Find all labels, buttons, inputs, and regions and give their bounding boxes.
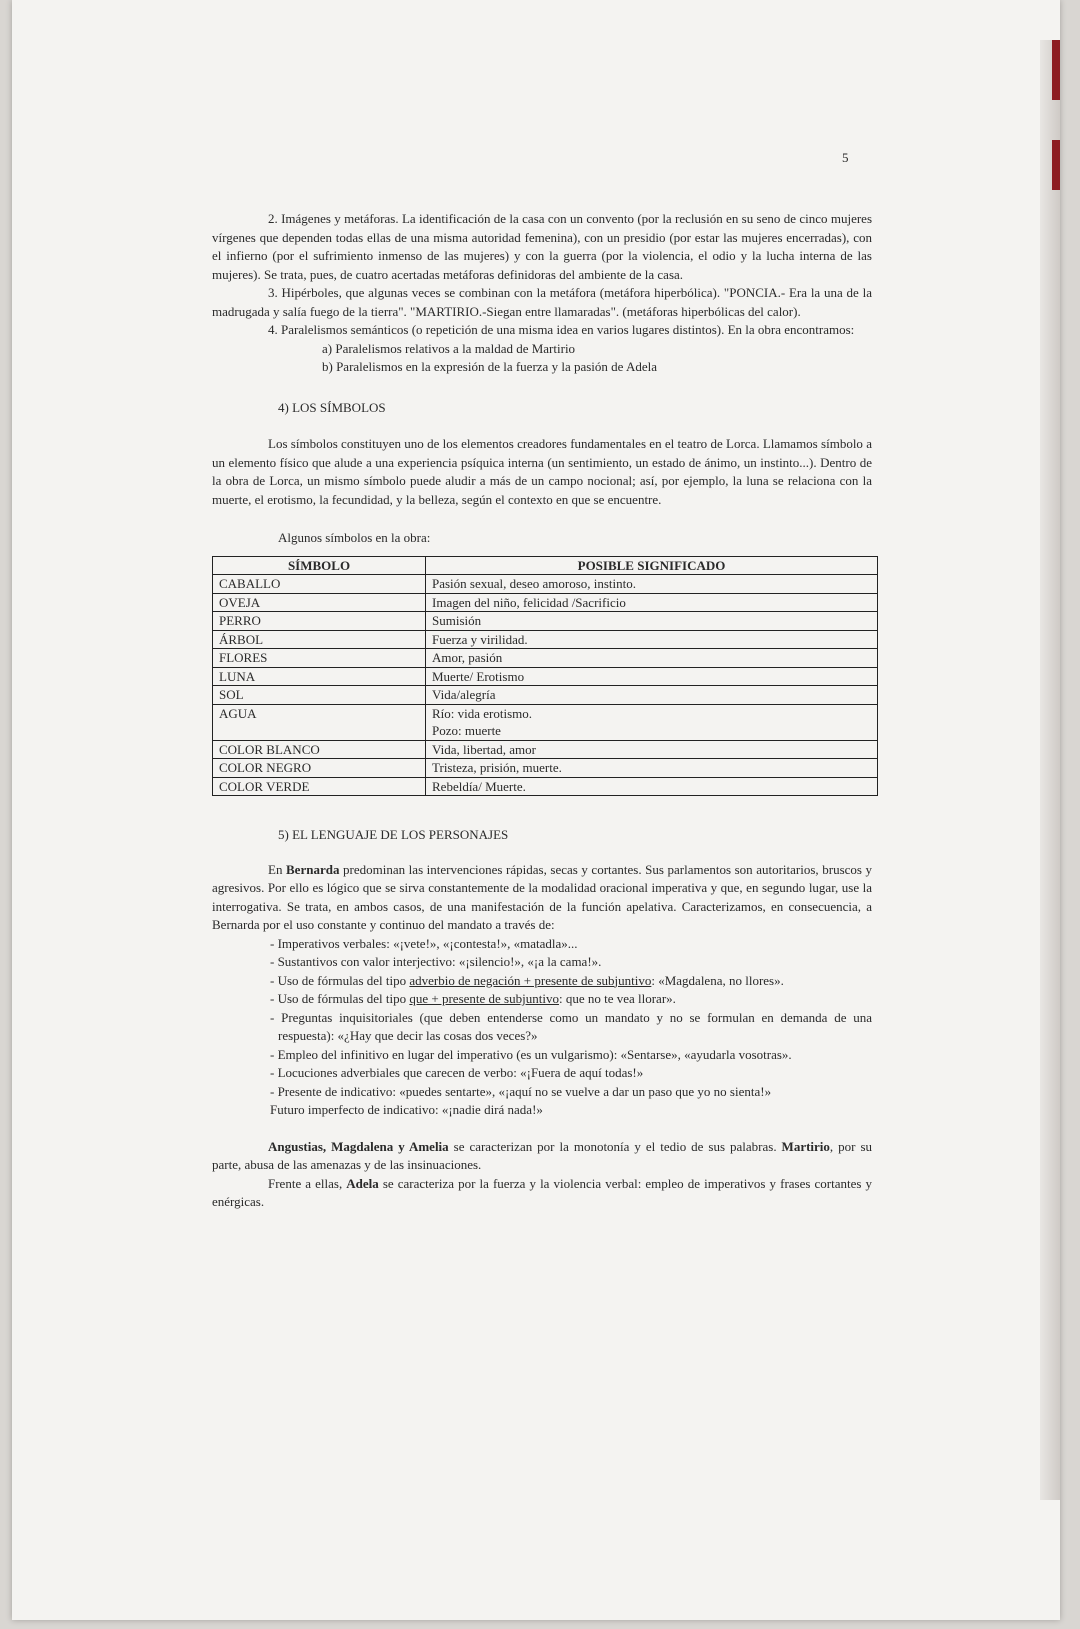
red-tab-decoration: [1052, 40, 1060, 100]
text-span: - Uso de fórmulas del tipo: [270, 991, 407, 1006]
symbol-cell: COLOR VERDE: [213, 777, 426, 796]
text-span: se caracterizan por la monotonía y el tedio de sus palabras.: [453, 1138, 777, 1154]
symbol-cell: ÁRBOL: [213, 630, 426, 649]
symbols-heading: 4) LOS SÍMBOLOS: [278, 399, 386, 415]
red-tab-decoration: [1052, 140, 1060, 190]
meaning-cell: Pasión sexual, deseo amoroso, instinto.: [426, 575, 878, 594]
symbols-paragraph: Los símbolos constituyen uno de los elementos creadores fundamentales en el teatro de Lorca. Llamamos símbolo a un elemento físico que alude a una experiencia psíquica interna (un sentimiento, un estado de ánimo, un instinto...). Dentro de la obra de Lorca, un mismo símbolo puede aludir a más de un campo nocional; así, por ejemplo, la luna se relaciona con la muerte, el erotismo, la fecundidad, y la belleza, según el contexto en que se encuentre.: [212, 436, 872, 507]
adela-paragraph: [212, 1175, 872, 1212]
underlined-text: que + presente de subjuntivo: [409, 991, 559, 1006]
table-row: [213, 740, 878, 759]
list-item: Futuro imperfecto de indicativo: «¡nadie dirá nada!»: [270, 1102, 543, 1117]
text-span: Frente a ellas,: [268, 1175, 343, 1191]
bernarda-paragraph: [212, 861, 872, 935]
table-row: [213, 630, 878, 649]
meaning-cell: Fuerza y virilidad.: [426, 630, 878, 649]
table-row: [213, 686, 878, 705]
text-span: se caracteriza por la fuerza y la violencia verbal: empleo de imperativos y frases cortantes y enérgicas.: [212, 1175, 872, 1209]
table-header-row: [213, 556, 878, 575]
character-name: Martirio: [781, 1138, 830, 1154]
table-header-meaning: POSIBLE SIGNIFICADO: [426, 556, 878, 575]
page-edge-shadow: [1040, 40, 1060, 1500]
character-names: Angustias, Magdalena y Amelia: [268, 1138, 449, 1154]
meaning-cell: Amor, pasión: [426, 649, 878, 668]
table-row: [213, 649, 878, 668]
table-row: [213, 612, 878, 631]
meaning-cell: Vida/alegría: [426, 686, 878, 705]
document-page: [12, 0, 1060, 1620]
underlined-text: adverbio de negación + presente de subjuntivo: [409, 972, 652, 988]
table-row: [213, 704, 878, 740]
meaning-cell: Muerte/ Erotismo: [426, 667, 878, 686]
parallelism-a: a) Paralelismos relativos a la maldad de Martirio: [322, 340, 576, 356]
table-row: [213, 667, 878, 686]
symbol-cell: OVEJA: [213, 593, 426, 612]
page-number: 5: [842, 150, 849, 165]
symbol-cell: LUNA: [213, 667, 426, 686]
meaning-cell: Rebeldía/ Muerte.: [426, 777, 878, 796]
language-heading: 5) EL LENGUAJE DE LOS PERSONAJES: [278, 827, 509, 842]
table-header-symbol: SÍMBOLO: [213, 556, 426, 575]
meaning-cell: Vida, libertad, amor: [426, 740, 878, 759]
list-item: - Empleo del infinitivo en lugar del imperativo (es un vulgarismo): «Sentarse», «ayudarla vosotras».: [270, 1046, 792, 1062]
table-row: [213, 593, 878, 612]
sisters-paragraph: [212, 1138, 872, 1175]
character-name: Bernarda: [286, 861, 340, 877]
table-row: [213, 759, 878, 778]
table-row: [213, 777, 878, 796]
metaphors-paragraph: 2. Imágenes y metáforas. La identificación de la casa con un convento (por la reclusión en su seno de cinco mujeres vírgenes que dependen todas ellas de una misma autoridad femenina), con un presidio (por estar las mujeres encerradas), con el infierno (por el sufrimiento inmenso de las mujeres) y con la guerra (por la violencia, el odio y la lucha interna de las mujeres). Se trata, pues, de cuatro acertadas metáforas definidoras del ambiente de la casa.: [212, 211, 872, 282]
table-row: [213, 575, 878, 594]
text-span: En: [268, 861, 283, 877]
symbol-cell: COLOR NEGRO: [213, 759, 426, 778]
list-item: - Preguntas inquisitoriales (que deben entenderse como un mandato y no se formulan en demanda de una respuesta): «¿Hay que decir las cosas dos veces?»: [270, 1009, 872, 1043]
text-span: , por su parte, abusa de las amenazas y de las insinuaciones.: [212, 1138, 872, 1172]
list-item: [212, 990, 872, 1009]
parallelism-b: b) Paralelismos en la expresión de la fuerza y la pasión de Adela: [322, 359, 657, 374]
symbols-intro: Algunos símbolos en la obra:: [278, 530, 431, 545]
text-span: - Uso de fórmulas del tipo: [270, 972, 407, 988]
list-item: - Locuciones adverbiales que carecen de verbo: «¡Fuera de aquí todas!»: [270, 1065, 644, 1080]
hyperbole-paragraph: 3. Hipérboles, que algunas veces se combinan con la metáfora (metáfora hiperbólica). "PONCIA.- Era la una de la madrugada y salía fuego de la tierra". "MARTIRIO.-Siegan entre llamaradas". (metáforas hiperbólicas del calor).: [212, 285, 872, 319]
text-span: : «Magdalena, no llores».: [651, 972, 784, 988]
text-span: predominan las intervenciones rápidas, secas y cortantes. Sus parlamentos son autoritarios, bruscos y agresivos. Por ello es lógico que se sirva constantemente de la modalidad oracional imperativa y que, en segundo lugar, use la interrogativa. Se trata, en ambos casos, de una manifestación de la función apelativa. Caracterizamos, en consecuencia, a Bernarda por el uso constante y continuo del mandato a través de:: [212, 861, 873, 932]
character-name: Adela: [346, 1175, 379, 1191]
parallelism-paragraph: 4. Paralelismos semánticos (o repetición de una misma idea en varios lugares distintos). En la obra encontramos:: [268, 322, 855, 337]
meaning-cell: Tristeza, prisión, muerte.: [426, 759, 878, 778]
symbols-table: [212, 556, 878, 797]
list-item: - Sustantivos con valor interjectivo: «¡silencio!», «¡a la cama!».: [270, 954, 602, 969]
text-span: : que no te vea llorar».: [558, 991, 676, 1006]
meaning-cell: [426, 704, 878, 740]
symbol-cell: COLOR BLANCO: [213, 740, 426, 759]
meaning-cell: Sumisión: [426, 612, 878, 631]
symbol-cell: FLORES: [213, 649, 426, 668]
page-content: [212, 210, 872, 1212]
symbol-cell: SOL: [213, 686, 426, 705]
symbol-cell: CABALLO: [213, 575, 426, 594]
list-item: - Presente de indicativo: «puedes sentarte», «¡aquí no se vuelve a dar un paso que yo no sienta!»: [270, 1083, 772, 1099]
symbol-cell: PERRO: [213, 612, 426, 631]
meaning-cell: Imagen del niño, felicidad /Sacrificio: [426, 593, 878, 612]
meaning-line: Pozo: muerte: [432, 723, 501, 738]
list-item: [212, 972, 872, 991]
list-item: - Imperativos verbales: «¡vete!», «¡contesta!», «matadla»...: [270, 935, 578, 951]
meaning-line: Río: vida erotismo.: [432, 705, 533, 721]
symbol-cell: AGUA: [213, 704, 426, 740]
